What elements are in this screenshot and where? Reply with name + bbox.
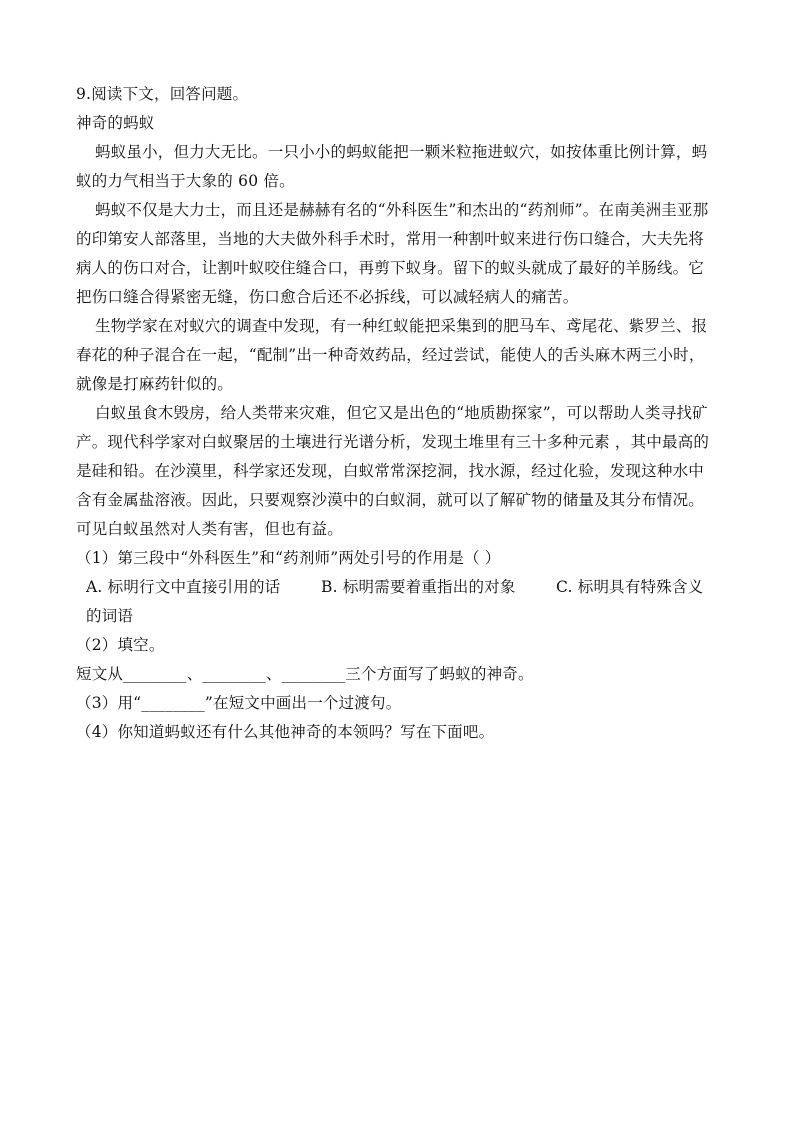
paragraph-line: 就像是打麻药针似的。 bbox=[76, 375, 234, 393]
sub-question-3 bbox=[76, 689, 718, 718]
paragraph-line: 蚂蚁虽小，但力大无比。一只小小的蚂蚁能把一颗米粒拖进蚁穴，如按体重比例计算，蚂 bbox=[95, 143, 708, 161]
paragraph-line: 是硅和铅。在沙漠里，科学家还发现，白蚁常常深挖洞，找水源，经过化验，发现这种水中 bbox=[76, 462, 705, 480]
sub-question-4-stem: （4）你知道蚂蚁还有什么其他神奇的本领吗？写在下面吧。 bbox=[76, 723, 495, 741]
paragraph-line: 春花的种子混合在一起，“配制”出一种奇效药品，经过尝试，能使人的舌头麻木两三小时， bbox=[76, 346, 705, 364]
option-a: A. 标明行文中直接引用的话 bbox=[86, 578, 281, 596]
paragraph-line: 蚁的力气相当于大象的 60 倍。 bbox=[76, 172, 295, 190]
paragraph-line: 病人的伤口对合，让割叶蚁咬住缝合口，再剪下蚁身。留下的蚁头就成了最好的羊肠线。它 bbox=[76, 259, 705, 277]
option-c-continuation: 的词语 bbox=[86, 607, 134, 625]
paragraph-3 bbox=[76, 312, 718, 399]
paragraph-2 bbox=[76, 196, 718, 312]
paragraph-line: 的印第安人部落里，当地的大夫做外科手术时，常用一种割叶蚁来进行伤口缝合，大夫先将 bbox=[76, 230, 705, 248]
paragraph-line: 含有金属盐溶液。因此，只要观察沙漠中的白蚁洞，就可以了解矿物的储量及其分布情况。 bbox=[76, 491, 705, 509]
sub-question-1-stem: （1）第三段中“外科医生”和“药剂师”两处引号的作用是（ ） bbox=[76, 549, 501, 567]
sub-question-2-fill-blank: 短文从________、________、________三个方面写了蚂蚁的神奇。 bbox=[76, 665, 534, 683]
sub-question-2 bbox=[76, 631, 718, 689]
option-c: C. 标明具有特殊含义 bbox=[556, 578, 704, 596]
paragraph-line: 白蚁虽食木毁房，给人类带来灾难，但它又是出色的“地质勘探家”，可以帮助人类寻找矿 bbox=[95, 404, 708, 422]
option-b: B. 标明需要着重指出的对象 bbox=[321, 578, 516, 596]
paragraph-line: 把伤口缝合得紧密无缝，伤口愈合后还不必拆线，可以减轻病人的痛苦。 bbox=[76, 288, 579, 306]
sub-question-2-stem: （2）填空。 bbox=[76, 636, 165, 654]
sub-question-3-stem: （3）用“________”在短文中画出一个过渡句。 bbox=[76, 694, 402, 712]
paragraph-4 bbox=[76, 399, 718, 544]
passage-title: 神奇的蚂蚁 bbox=[76, 114, 155, 132]
paragraph-line: 产。现代科学家对白蚁聚居的土壤进行光谱分析，发现土堆里有三十多种元素 ，其中最高的 bbox=[76, 433, 710, 451]
paragraph-line: 蚂蚁不仅是大力士，而且还是赫赫有名的“外科医生”和杰出的“药剂师”。在南美洲圭亚那 bbox=[95, 201, 709, 219]
sub-question-4 bbox=[76, 718, 718, 747]
question-heading: 9.阅读下文，回答问题。 bbox=[76, 85, 249, 103]
paragraph-line: 可见白蚁虽然对人类有害，但也有益。 bbox=[76, 520, 343, 538]
sub-question-1 bbox=[76, 544, 718, 631]
reading-question bbox=[76, 80, 718, 747]
paragraph-1 bbox=[76, 138, 718, 196]
sub-question-1-options bbox=[76, 573, 718, 602]
paragraph-line: 生物学家在对蚁穴的调查中发现，有一种红蚁能把采集到的肥马车、鸢尾花、紫罗兰、报 bbox=[95, 317, 708, 335]
